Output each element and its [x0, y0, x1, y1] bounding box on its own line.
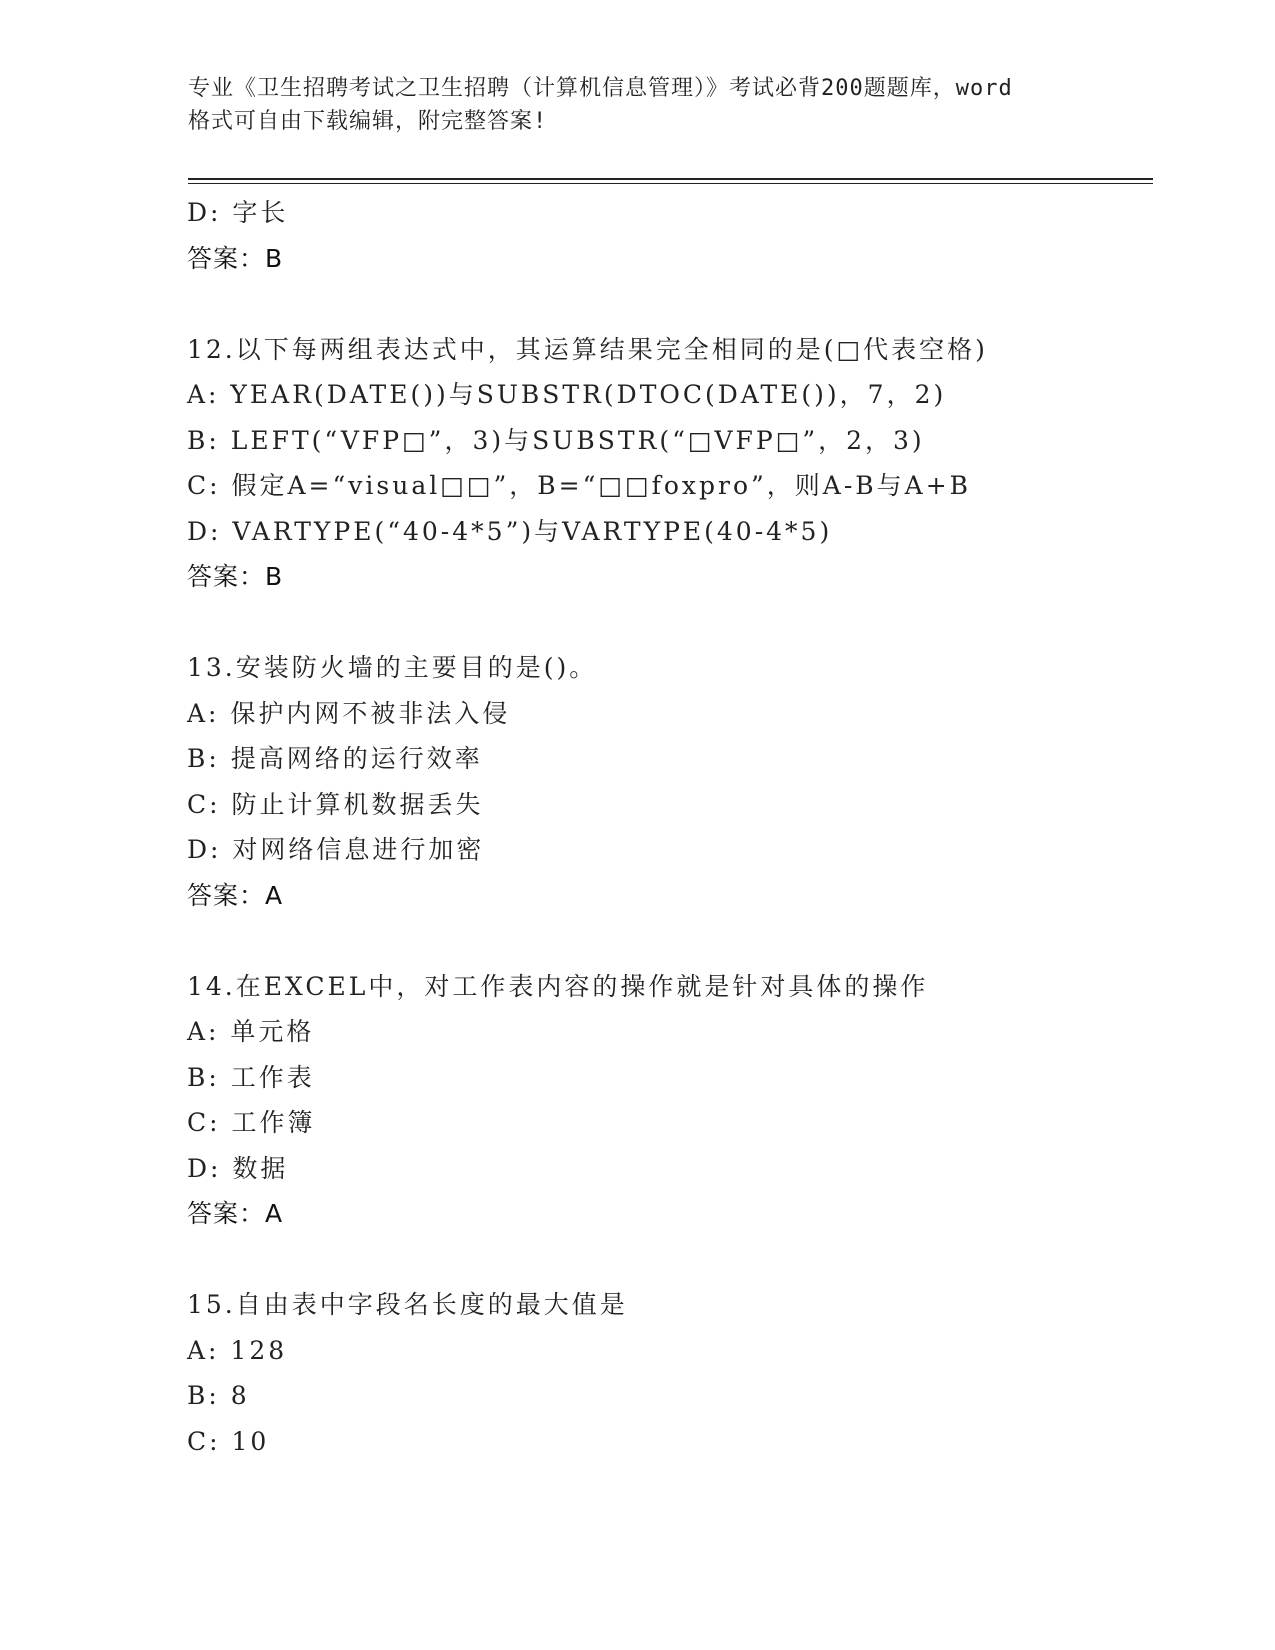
question-stem: 15.自由表中字段名长度的最大值是	[187, 1290, 628, 1319]
option-d: D: 对网络信息进行加密	[187, 835, 485, 864]
option-d: D: 数据	[187, 1153, 289, 1183]
answer-line: 答案：A	[187, 1199, 284, 1228]
answer-line: 答案：B	[187, 243, 284, 273]
spacer	[187, 918, 1147, 964]
spacer	[187, 281, 1147, 327]
header-line-2: 格式可自由下载编辑，附完整答案!	[188, 109, 548, 134]
option-a: A: YEAR(DATE())与SUBSTR(DTOC(DATE())，7，2)	[187, 380, 947, 409]
document-header	[188, 72, 1088, 138]
option-c: C: 10	[187, 1426, 270, 1456]
option-d: D: 字长	[187, 198, 289, 227]
answer-line: 答案：B	[187, 562, 284, 591]
answer-line: 答案：A	[187, 880, 284, 910]
spacer	[187, 1237, 1147, 1283]
spacer	[187, 600, 1147, 646]
question-stem: 14.在EXCEL中，对工作表内容的操作就是针对具体的操作	[187, 971, 929, 1001]
option-c: C: 工作簿	[187, 1108, 316, 1137]
header-rule-thick	[188, 178, 1153, 180]
option-a: A: 128	[187, 1335, 288, 1365]
option-a: A: 单元格	[187, 1017, 315, 1046]
option-c: C: 防止计算机数据丢失	[187, 789, 484, 819]
question-stem: 12.以下每两组表达式中，其运算结果完全相同的是(□代表空格)	[187, 334, 988, 364]
option-c: C: 假定A=“visual□□”，B=“□□foxpro”，则A-B与A+B	[187, 471, 972, 500]
option-b: B: 8	[187, 1381, 250, 1410]
option-b: B: 工作表	[187, 1062, 315, 1092]
option-a: A: 保护内网不被非法入侵	[187, 698, 511, 728]
header-line-1: 专业《卫生招聘考试之卫生招聘（计算机信息管理）》考试必背200题题库，word	[188, 76, 1013, 101]
question-stem: 13.安装防火墙的主要目的是()。	[187, 653, 598, 682]
question-list	[187, 190, 1147, 1464]
option-b: B: 提高网络的运行效率	[187, 744, 483, 773]
option-d: D: VARTYPE(“40-4*5”)与VARTYPE(40-4*5)	[187, 516, 833, 546]
header-rule-thin	[188, 183, 1153, 184]
option-b: B: LEFT(“VFP□”，3)与SUBSTR(“□VFP□”，2，3)	[187, 425, 925, 455]
